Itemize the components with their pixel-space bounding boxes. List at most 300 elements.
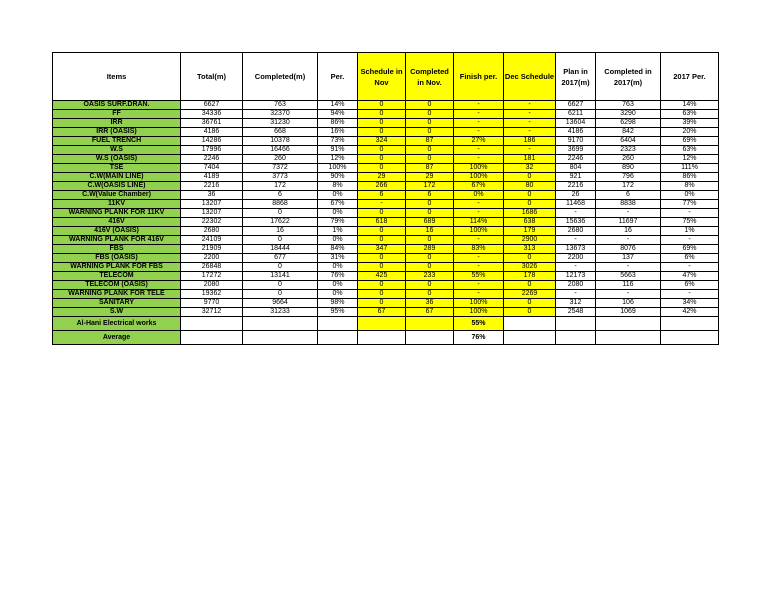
cell-per-2017: - bbox=[661, 209, 719, 218]
cell-item: TELECOM bbox=[53, 272, 181, 281]
cell-completed-2017: 3290 bbox=[596, 110, 661, 119]
cell-finish-per: - bbox=[454, 290, 504, 299]
cell-dec-schedule: 0 bbox=[504, 254, 556, 263]
cell-completed: 677 bbox=[243, 254, 318, 263]
cell-per: 79% bbox=[318, 218, 358, 227]
cell-plan-2017: 4186 bbox=[556, 128, 596, 137]
cell-item: FBS (OASIS) bbox=[53, 254, 181, 263]
cell-finish-per: 100% bbox=[454, 164, 504, 173]
cell-per-2017: 6% bbox=[661, 254, 719, 263]
table-row bbox=[53, 254, 719, 263]
cell-dec-schedule: 0 bbox=[504, 299, 556, 308]
cell-completed: 32370 bbox=[243, 110, 318, 119]
cell-item: IRR (OASIS) bbox=[53, 128, 181, 137]
table-row bbox=[53, 263, 719, 272]
header-items: Items bbox=[53, 53, 181, 101]
cell-completed-2017: 842 bbox=[596, 128, 661, 137]
cell-per-2017: 69% bbox=[661, 137, 719, 146]
cell-per-2017: 12% bbox=[661, 155, 719, 164]
cell-per-2017: 63% bbox=[661, 110, 719, 119]
cell-total: 2246 bbox=[181, 155, 243, 164]
cell-plan-2017: 11468 bbox=[556, 200, 596, 209]
cell-per-2017: - bbox=[661, 263, 719, 272]
cell-schedule-nov: 29 bbox=[358, 173, 406, 182]
table-body bbox=[53, 101, 719, 317]
cell-completed: 31230 bbox=[243, 119, 318, 128]
cell-total: 26848 bbox=[181, 263, 243, 272]
cell-completed-nov: 67 bbox=[406, 308, 454, 317]
cell-finish-per: - bbox=[454, 263, 504, 272]
cell-dec-schedule: 313 bbox=[504, 245, 556, 254]
table-row bbox=[53, 236, 719, 245]
cell-completed-2017: 6 bbox=[596, 191, 661, 200]
cell-per: 98% bbox=[318, 299, 358, 308]
cell-plan-2017: - bbox=[556, 290, 596, 299]
cell-completed-2017: 260 bbox=[596, 155, 661, 164]
cell-completed-nov: 289 bbox=[406, 245, 454, 254]
table-row bbox=[53, 101, 719, 110]
cell-plan-2017: 12173 bbox=[556, 272, 596, 281]
cell-plan-2017: 26 bbox=[556, 191, 596, 200]
cell-per-2017: - bbox=[661, 290, 719, 299]
cell-schedule-nov: 618 bbox=[358, 218, 406, 227]
cell-plan-2017: 6627 bbox=[556, 101, 596, 110]
cell-plan-2017: 312 bbox=[556, 299, 596, 308]
cell-schedule-nov: 0 bbox=[358, 254, 406, 263]
header-per: Per. bbox=[318, 53, 358, 101]
cell-completed-2017: 137 bbox=[596, 254, 661, 263]
table-row bbox=[53, 200, 719, 209]
cell-per: 76% bbox=[318, 272, 358, 281]
cell-per: 14% bbox=[318, 101, 358, 110]
cell-completed: 668 bbox=[243, 128, 318, 137]
cell-completed-nov: 0 bbox=[406, 236, 454, 245]
cell-total: 2216 bbox=[181, 182, 243, 191]
cell-per-2017: 47% bbox=[661, 272, 719, 281]
cell-item: WARNING PLANK FOR TELE bbox=[53, 290, 181, 299]
cell-schedule-nov: 0 bbox=[358, 128, 406, 137]
table-row bbox=[53, 272, 719, 281]
table-row bbox=[53, 164, 719, 173]
cell-per-2017: 39% bbox=[661, 119, 719, 128]
cell-plan-2017: 2548 bbox=[556, 308, 596, 317]
cell-completed-nov: 6 bbox=[406, 191, 454, 200]
cell-completed: 16 bbox=[243, 227, 318, 236]
cell-completed-nov: 0 bbox=[406, 119, 454, 128]
cell-finish-per: 114% bbox=[454, 218, 504, 227]
cell-completed-nov: 29 bbox=[406, 173, 454, 182]
cell-total: 34336 bbox=[181, 110, 243, 119]
cell-item: 416V (OASIS) bbox=[53, 227, 181, 236]
cell-completed-nov: 233 bbox=[406, 272, 454, 281]
average-label: Average bbox=[53, 331, 181, 345]
cell-completed-2017: 172 bbox=[596, 182, 661, 191]
cell-completed-2017: 890 bbox=[596, 164, 661, 173]
cell-item: S.W bbox=[53, 308, 181, 317]
cell-completed: 6 bbox=[243, 191, 318, 200]
cell-completed-2017: 8076 bbox=[596, 245, 661, 254]
cell-dec-schedule: 80 bbox=[504, 182, 556, 191]
cell-finish-per: - bbox=[454, 101, 504, 110]
cell-schedule-nov: - bbox=[358, 200, 406, 209]
cell-completed: 172 bbox=[243, 182, 318, 191]
cell-item: IRR bbox=[53, 119, 181, 128]
cell-dec-schedule: 181 bbox=[504, 155, 556, 164]
cell-total: 19362 bbox=[181, 290, 243, 299]
cell-finish-per: 100% bbox=[454, 308, 504, 317]
cell-item: W.S bbox=[53, 146, 181, 155]
cell-per: 73% bbox=[318, 137, 358, 146]
cell-dec-schedule: 2269 bbox=[504, 290, 556, 299]
table-row bbox=[53, 308, 719, 317]
cell-dec-schedule: 0 bbox=[504, 281, 556, 290]
table-row bbox=[53, 209, 719, 218]
cell-completed-2017: 6404 bbox=[596, 137, 661, 146]
table-row bbox=[53, 299, 719, 308]
cell-per: 91% bbox=[318, 146, 358, 155]
cell-completed-2017: 116 bbox=[596, 281, 661, 290]
cell-plan-2017: 2200 bbox=[556, 254, 596, 263]
table-row bbox=[53, 227, 719, 236]
cell-completed-nov: 36 bbox=[406, 299, 454, 308]
cell-completed-nov: 0 bbox=[406, 128, 454, 137]
cell-completed: 0 bbox=[243, 209, 318, 218]
cell-total: 17272 bbox=[181, 272, 243, 281]
cell-per: 1% bbox=[318, 227, 358, 236]
cell-completed: 17622 bbox=[243, 218, 318, 227]
cell-dec-schedule: 178 bbox=[504, 272, 556, 281]
cell-finish-per: 100% bbox=[454, 299, 504, 308]
cell-schedule-nov: 0 bbox=[358, 164, 406, 173]
cell-item: TELECOM (OASIS) bbox=[53, 281, 181, 290]
cell-per: 94% bbox=[318, 110, 358, 119]
cell-completed-2017: 106 bbox=[596, 299, 661, 308]
cell-completed: 8868 bbox=[243, 200, 318, 209]
cell-dec-schedule: 0 bbox=[504, 173, 556, 182]
cell-per: 100% bbox=[318, 164, 358, 173]
electrical-row bbox=[53, 317, 719, 331]
cell-completed: 7372 bbox=[243, 164, 318, 173]
cell-schedule-nov: 0 bbox=[358, 110, 406, 119]
header-schedule-nov: Schedule in Nov bbox=[358, 53, 406, 101]
cell-total: 2680 bbox=[181, 227, 243, 236]
cell-completed: 0 bbox=[243, 290, 318, 299]
header-dec-schedule: Dec Schedule bbox=[504, 53, 556, 101]
cell-completed-2017: 1069 bbox=[596, 308, 661, 317]
table-row bbox=[53, 146, 719, 155]
cell-completed-nov: 0 bbox=[406, 254, 454, 263]
cell-total: 7404 bbox=[181, 164, 243, 173]
table-row bbox=[53, 119, 719, 128]
cell-plan-2017: 13604 bbox=[556, 119, 596, 128]
cell-dec-schedule: - bbox=[504, 101, 556, 110]
cell-per: 16% bbox=[318, 128, 358, 137]
cell-completed-nov: 0 bbox=[406, 101, 454, 110]
cell-completed-2017: - bbox=[596, 236, 661, 245]
cell-per: 90% bbox=[318, 173, 358, 182]
electrical-label: Al-Hani Electrical works bbox=[53, 317, 181, 331]
cell-plan-2017: 15636 bbox=[556, 218, 596, 227]
cell-completed: 16466 bbox=[243, 146, 318, 155]
cell-plan-2017: 2680 bbox=[556, 227, 596, 236]
cell-per: 8% bbox=[318, 182, 358, 191]
cell-schedule-nov: 0 bbox=[358, 281, 406, 290]
cell-finish-per: - bbox=[454, 200, 504, 209]
header-row bbox=[53, 53, 719, 101]
cell-per-2017: 0% bbox=[661, 191, 719, 200]
cell-dec-schedule: 3026 bbox=[504, 263, 556, 272]
cell-plan-2017: 2246 bbox=[556, 155, 596, 164]
cell-finish-per: - bbox=[454, 236, 504, 245]
cell-plan-2017: - bbox=[556, 209, 596, 218]
average-value: 76% bbox=[454, 331, 504, 345]
cell-completed: 260 bbox=[243, 155, 318, 164]
cell-schedule-nov: 324 bbox=[358, 137, 406, 146]
cell-per-2017: 6% bbox=[661, 281, 719, 290]
cell-total: 2200 bbox=[181, 254, 243, 263]
cell-plan-2017: 804 bbox=[556, 164, 596, 173]
cell-schedule-nov: 347 bbox=[358, 245, 406, 254]
cell-per-2017: 20% bbox=[661, 128, 719, 137]
electrical-value: 55% bbox=[454, 317, 504, 331]
cell-per: 0% bbox=[318, 281, 358, 290]
cell-schedule-nov: 0 bbox=[358, 101, 406, 110]
cell-dec-schedule: 1686 bbox=[504, 209, 556, 218]
cell-completed: 18444 bbox=[243, 245, 318, 254]
cell-item: WARNING PLANK FOR 416V bbox=[53, 236, 181, 245]
table-row bbox=[53, 137, 719, 146]
cell-dec-schedule: - bbox=[504, 146, 556, 155]
cell-completed-2017: 8838 bbox=[596, 200, 661, 209]
cell-per: 0% bbox=[318, 236, 358, 245]
cell-completed: 763 bbox=[243, 101, 318, 110]
cell-completed: 0 bbox=[243, 263, 318, 272]
table-row bbox=[53, 155, 719, 164]
header-finish-per: Finish per. bbox=[454, 53, 504, 101]
cell-item: OASIS SURF.DRAN. bbox=[53, 101, 181, 110]
cell-item: WARNING PLANK FOR 11KV bbox=[53, 209, 181, 218]
cell-finish-per: - bbox=[454, 155, 504, 164]
cell-completed-nov: 689 bbox=[406, 218, 454, 227]
cell-completed-nov: 87 bbox=[406, 137, 454, 146]
progress-table bbox=[52, 52, 719, 345]
cell-total: 4186 bbox=[181, 128, 243, 137]
cell-per-2017: 86% bbox=[661, 173, 719, 182]
cell-per: 0% bbox=[318, 209, 358, 218]
cell-completed-2017: 763 bbox=[596, 101, 661, 110]
cell-total: 9770 bbox=[181, 299, 243, 308]
cell-per: 67% bbox=[318, 200, 358, 209]
cell-finish-per: - bbox=[454, 281, 504, 290]
cell-plan-2017: 2080 bbox=[556, 281, 596, 290]
table-row bbox=[53, 128, 719, 137]
cell-item: 416V bbox=[53, 218, 181, 227]
table-row bbox=[53, 173, 719, 182]
cell-plan-2017: 921 bbox=[556, 173, 596, 182]
cell-completed-nov: 0 bbox=[406, 110, 454, 119]
cell-per-2017: 75% bbox=[661, 218, 719, 227]
cell-dec-schedule: 0 bbox=[504, 308, 556, 317]
cell-dec-schedule: 179 bbox=[504, 227, 556, 236]
cell-schedule-nov: 0 bbox=[358, 227, 406, 236]
cell-per-2017: 69% bbox=[661, 245, 719, 254]
cell-dec-schedule: 186 bbox=[504, 137, 556, 146]
cell-schedule-nov: 0 bbox=[358, 263, 406, 272]
cell-completed: 31233 bbox=[243, 308, 318, 317]
cell-schedule-nov: 6 bbox=[358, 191, 406, 200]
cell-dec-schedule: 638 bbox=[504, 218, 556, 227]
cell-plan-2017: - bbox=[556, 263, 596, 272]
cell-plan-2017: 6211 bbox=[556, 110, 596, 119]
cell-schedule-nov: 0 bbox=[358, 236, 406, 245]
cell-schedule-nov: 0 bbox=[358, 290, 406, 299]
cell-completed-nov: 0 bbox=[406, 146, 454, 155]
cell-item: FBS bbox=[53, 245, 181, 254]
cell-total: 22302 bbox=[181, 218, 243, 227]
cell-schedule-nov: 67 bbox=[358, 308, 406, 317]
cell-finish-per: - bbox=[454, 128, 504, 137]
cell-total: 36761 bbox=[181, 119, 243, 128]
cell-per-2017: 14% bbox=[661, 101, 719, 110]
header-2017-per: 2017 Per. bbox=[661, 53, 719, 101]
cell-item: C.W(MAIN LINE) bbox=[53, 173, 181, 182]
table-row bbox=[53, 281, 719, 290]
cell-dec-schedule: 2900 bbox=[504, 236, 556, 245]
cell-schedule-nov: 0 bbox=[358, 146, 406, 155]
cell-schedule-nov: 425 bbox=[358, 272, 406, 281]
table-row bbox=[53, 218, 719, 227]
cell-per-2017: 8% bbox=[661, 182, 719, 191]
cell-plan-2017: 13673 bbox=[556, 245, 596, 254]
cell-completed-2017: - bbox=[596, 290, 661, 299]
cell-total: 32712 bbox=[181, 308, 243, 317]
cell-finish-per: - bbox=[454, 119, 504, 128]
cell-completed-nov: 0 bbox=[406, 155, 454, 164]
cell-completed-2017: 6298 bbox=[596, 119, 661, 128]
cell-finish-per: - bbox=[454, 254, 504, 263]
cell-dec-schedule: 32 bbox=[504, 164, 556, 173]
header-completed-nov: Completed in Nov. bbox=[406, 53, 454, 101]
cell-completed-2017: 2323 bbox=[596, 146, 661, 155]
cell-per-2017: - bbox=[661, 236, 719, 245]
cell-per: 84% bbox=[318, 245, 358, 254]
cell-completed: 13141 bbox=[243, 272, 318, 281]
cell-dec-schedule: - bbox=[504, 110, 556, 119]
cell-schedule-nov: 0 bbox=[358, 155, 406, 164]
cell-total: 6627 bbox=[181, 101, 243, 110]
cell-item: C.W(OASIS LINE) bbox=[53, 182, 181, 191]
cell-completed-2017: - bbox=[596, 263, 661, 272]
cell-item: 11KV bbox=[53, 200, 181, 209]
cell-finish-per: 27% bbox=[454, 137, 504, 146]
cell-total: 2080 bbox=[181, 281, 243, 290]
header-completed: Completed(m) bbox=[243, 53, 318, 101]
cell-total: 4189 bbox=[181, 173, 243, 182]
table-row bbox=[53, 191, 719, 200]
cell-finish-per: 83% bbox=[454, 245, 504, 254]
cell-plan-2017: 2216 bbox=[556, 182, 596, 191]
cell-item: FUEL TRENCH bbox=[53, 137, 181, 146]
cell-finish-per: 100% bbox=[454, 227, 504, 236]
cell-completed-2017: 796 bbox=[596, 173, 661, 182]
cell-total: 21909 bbox=[181, 245, 243, 254]
cell-completed-2017: - bbox=[596, 209, 661, 218]
table-row bbox=[53, 182, 719, 191]
cell-per: 31% bbox=[318, 254, 358, 263]
cell-completed-nov: 0 bbox=[406, 263, 454, 272]
cell-per: 86% bbox=[318, 119, 358, 128]
cell-completed: 9664 bbox=[243, 299, 318, 308]
cell-completed-2017: 16 bbox=[596, 227, 661, 236]
cell-completed-nov: 16 bbox=[406, 227, 454, 236]
cell-completed-nov: 0 bbox=[406, 209, 454, 218]
cell-per: 95% bbox=[318, 308, 358, 317]
cell-completed: 0 bbox=[243, 236, 318, 245]
cell-schedule-nov: 0 bbox=[358, 209, 406, 218]
cell-item: FF bbox=[53, 110, 181, 119]
cell-item: C.W(Value Chamber) bbox=[53, 191, 181, 200]
cell-dec-schedule: - bbox=[504, 119, 556, 128]
cell-item: W.S (OASIS) bbox=[53, 155, 181, 164]
cell-finish-per: - bbox=[454, 146, 504, 155]
cell-completed: 3773 bbox=[243, 173, 318, 182]
average-row bbox=[53, 331, 719, 345]
cell-dec-schedule: 0 bbox=[504, 200, 556, 209]
cell-total: 14286 bbox=[181, 137, 243, 146]
table-row bbox=[53, 245, 719, 254]
cell-finish-per: 0% bbox=[454, 191, 504, 200]
cell-total: 24109 bbox=[181, 236, 243, 245]
header-completed-2017: Completed in 2017(m) bbox=[596, 53, 661, 101]
cell-completed-nov: 0 bbox=[406, 200, 454, 209]
cell-per: 0% bbox=[318, 290, 358, 299]
cell-per-2017: 111% bbox=[661, 164, 719, 173]
cell-per-2017: 34% bbox=[661, 299, 719, 308]
cell-per-2017: 77% bbox=[661, 200, 719, 209]
header-plan-2017: Plan in 2017(m) bbox=[556, 53, 596, 101]
cell-completed-nov: 172 bbox=[406, 182, 454, 191]
cell-total: 13207 bbox=[181, 209, 243, 218]
cell-dec-schedule: - bbox=[504, 128, 556, 137]
cell-per-2017: 63% bbox=[661, 146, 719, 155]
cell-completed-nov: 0 bbox=[406, 290, 454, 299]
table-row bbox=[53, 290, 719, 299]
cell-schedule-nov: 266 bbox=[358, 182, 406, 191]
cell-item: TSE bbox=[53, 164, 181, 173]
cell-plan-2017: 3699 bbox=[556, 146, 596, 155]
cell-finish-per: 100% bbox=[454, 173, 504, 182]
cell-per-2017: 1% bbox=[661, 227, 719, 236]
cell-finish-per: - bbox=[454, 209, 504, 218]
cell-item: WARNING PLANK FOR FBS bbox=[53, 263, 181, 272]
cell-total: 36 bbox=[181, 191, 243, 200]
cell-completed: 10378 bbox=[243, 137, 318, 146]
cell-plan-2017: - bbox=[556, 236, 596, 245]
cell-per: 0% bbox=[318, 191, 358, 200]
cell-per: 0% bbox=[318, 263, 358, 272]
cell-completed-nov: 0 bbox=[406, 281, 454, 290]
cell-dec-schedule: 0 bbox=[504, 191, 556, 200]
cell-per: 12% bbox=[318, 155, 358, 164]
header-total: Total(m) bbox=[181, 53, 243, 101]
cell-finish-per: - bbox=[454, 110, 504, 119]
table-row bbox=[53, 110, 719, 119]
cell-completed: 0 bbox=[243, 281, 318, 290]
cell-total: 13207 bbox=[181, 200, 243, 209]
cell-completed-nov: 87 bbox=[406, 164, 454, 173]
cell-per-2017: 42% bbox=[661, 308, 719, 317]
cell-schedule-nov: 0 bbox=[358, 119, 406, 128]
